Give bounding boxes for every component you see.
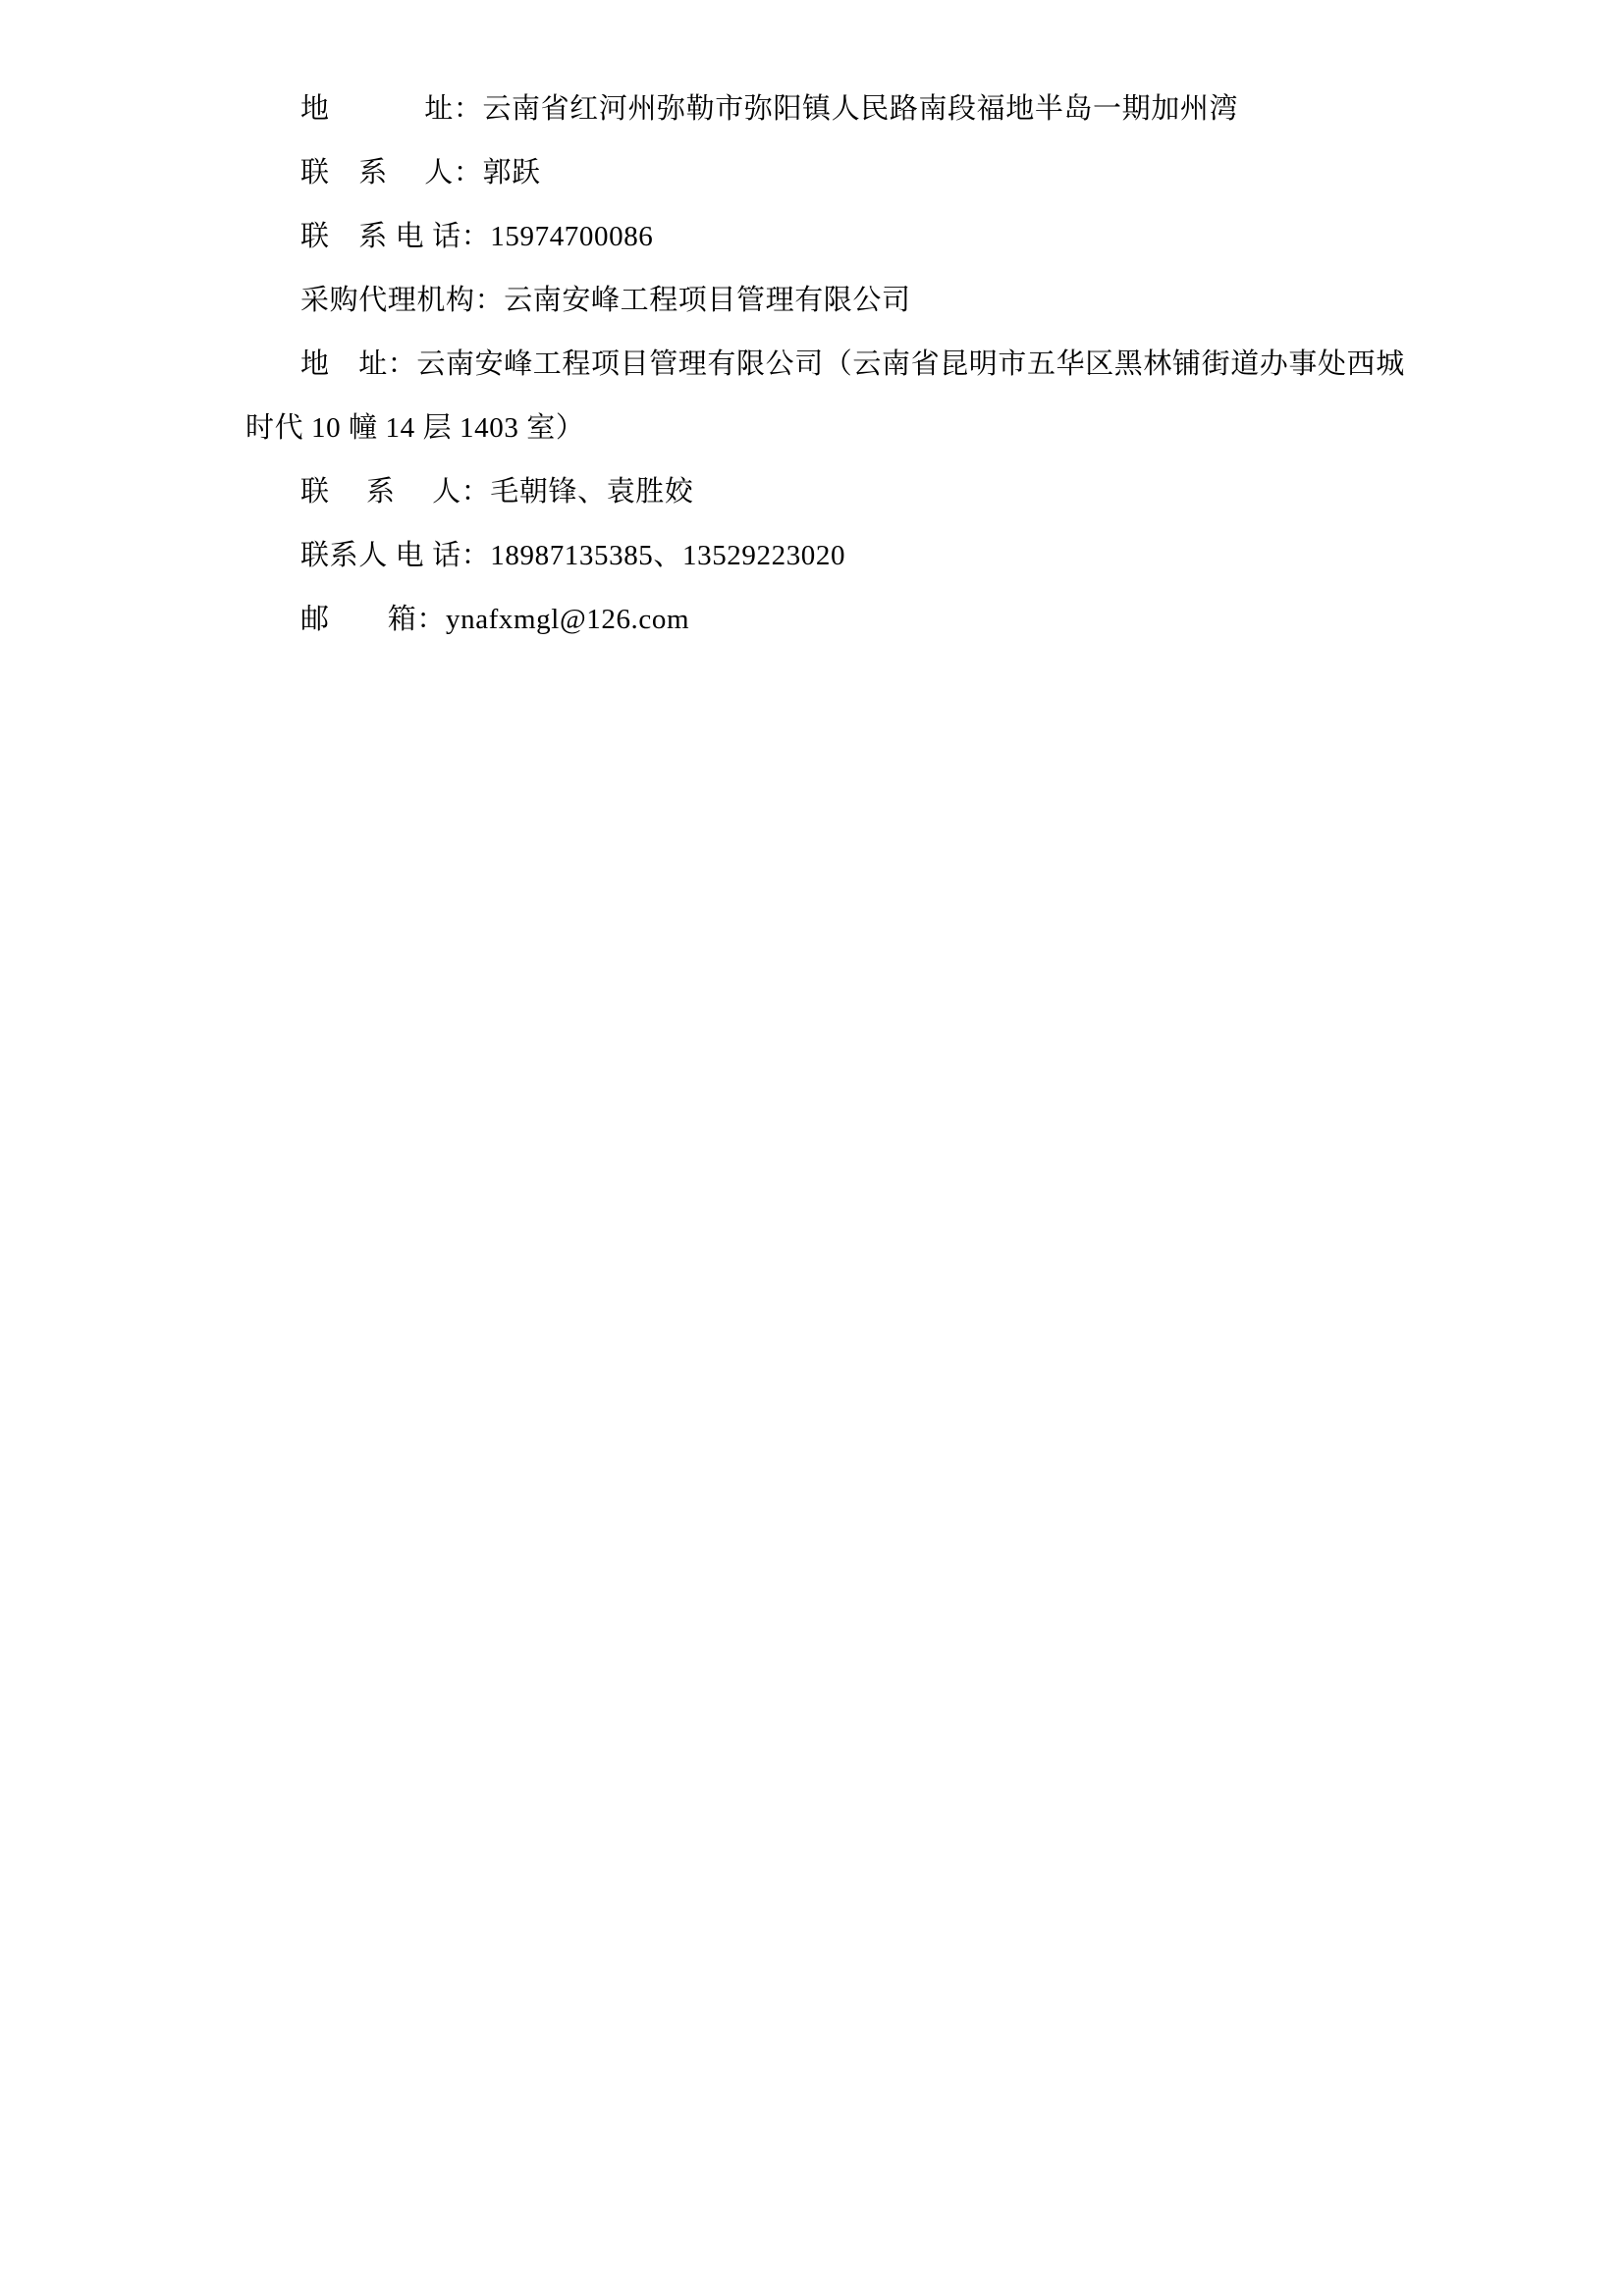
agency-email-line: 邮 箱：ynafxmgl@126.com	[300, 604, 690, 635]
purchaser-contact-person-line: 联 系 人：郭跃	[300, 157, 541, 188]
agency-name-line: 采购代理机构：云南安峰工程项目管理有限公司	[300, 285, 911, 316]
purchaser-address-line: 地 址：云南省红河州弥勒市弥阳镇人民路南段福地半岛一期加州湾	[300, 93, 1239, 125]
contact-info-block	[245, 78, 1405, 652]
purchaser-phone-line: 联 系 电 话：15974700086	[300, 221, 654, 252]
agency-phones-line: 联系人 电 话：18987135385、13529223020	[300, 540, 846, 571]
agency-address-continuation-line: 时代 10 幢 14 层 1403 室）	[245, 412, 585, 444]
agency-contact-persons-line: 联 系 人：毛朝锋、袁胜姣	[300, 476, 694, 507]
agency-address-line: 地 址：云南安峰工程项目管理有限公司（云南省昆明市五华区黑林铺街道办事处西城	[300, 348, 1405, 380]
